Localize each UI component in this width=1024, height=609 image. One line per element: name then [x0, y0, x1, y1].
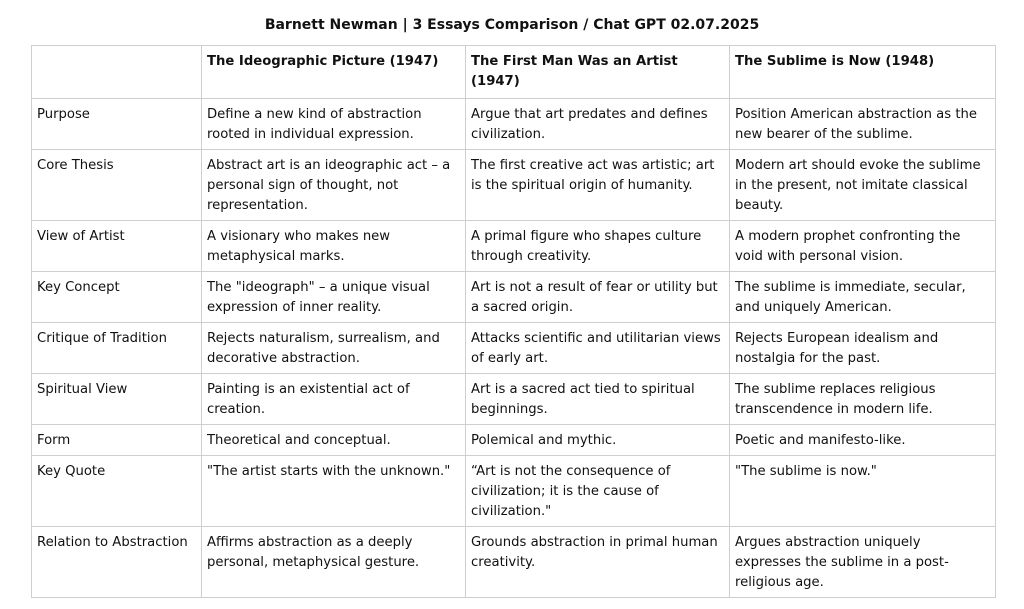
table-cell: Affirms abstraction as a deeply personal, metaphysical gesture. — [202, 527, 466, 598]
table-row — [32, 323, 996, 374]
row-label: Critique of Tradition — [32, 323, 202, 374]
table-cell: Position American abstraction as the new bearer of the sublime. — [730, 99, 996, 150]
table-cell: The first creative act was artistic; art is the spiritual origin of humanity. — [466, 150, 730, 221]
header-row — [32, 46, 996, 99]
table-cell: A modern prophet confronting the void with personal vision. — [730, 221, 996, 272]
table-row — [32, 527, 996, 598]
row-label: Key Quote — [32, 456, 202, 527]
table-cell: Art is a sacred act tied to spiritual beginnings. — [466, 374, 730, 425]
table-cell: Rejects European idealism and nostalgia for the past. — [730, 323, 996, 374]
header-ideographic-picture: The Ideographic Picture (1947) — [202, 46, 466, 99]
table-cell: The "ideograph" – a unique visual expression of inner reality. — [202, 272, 466, 323]
table-cell: Art is not a result of fear or utility but a sacred origin. — [466, 272, 730, 323]
table-row — [32, 456, 996, 527]
table-cell: A primal figure who shapes culture through creativity. — [466, 221, 730, 272]
header-first-man-was-an-artist: The First Man Was an Artist (1947) — [466, 46, 730, 99]
table-row — [32, 272, 996, 323]
row-label: Core Thesis — [32, 150, 202, 221]
table-row — [32, 221, 996, 272]
table-cell: Argues abstraction uniquely expresses the sublime in a post-religious age. — [730, 527, 996, 598]
table-cell: "The artist starts with the unknown." — [202, 456, 466, 527]
table-cell: Define a new kind of abstraction rooted in individual expression. — [202, 99, 466, 150]
table-cell: Poetic and manifesto-like. — [730, 425, 996, 456]
document-title: Barnett Newman | 3 Essays Comparison / Chat GPT 02.07.2025 — [264, 17, 760, 33]
table-row — [32, 99, 996, 150]
table-cell: Theoretical and conceptual. — [202, 425, 466, 456]
table-cell: Polemical and mythic. — [466, 425, 730, 456]
row-label: Purpose — [32, 99, 202, 150]
table-cell: Argue that art predates and defines civilization. — [466, 99, 730, 150]
table-cell: The sublime replaces religious transcendence in modern life. — [730, 374, 996, 425]
table-cell: A visionary who makes new metaphysical marks. — [202, 221, 466, 272]
table-cell: The sublime is immediate, secular, and uniquely American. — [730, 272, 996, 323]
table-row — [32, 150, 996, 221]
row-label: Relation to Abstraction — [32, 527, 202, 598]
table-cell: Rejects naturalism, surrealism, and decorative abstraction. — [202, 323, 466, 374]
row-label: Spiritual View — [32, 374, 202, 425]
table-cell: “Art is not the consequence of civilization; it is the cause of civilization." — [466, 456, 730, 527]
row-label: Key Concept — [32, 272, 202, 323]
comparison-table — [31, 45, 996, 598]
header-cell-empty — [32, 46, 202, 99]
table-row — [32, 374, 996, 425]
header-sublime-is-now: The Sublime is Now (1948) — [730, 46, 996, 99]
table-cell: Attacks scientific and utilitarian views of early art. — [466, 323, 730, 374]
table-cell: Grounds abstraction in primal human creativity. — [466, 527, 730, 598]
table-cell: Modern art should evoke the sublime in the present, not imitate classical beauty. — [730, 150, 996, 221]
table-cell: Abstract art is an ideographic act – a personal sign of thought, not representation. — [202, 150, 466, 221]
table-cell: Painting is an existential act of creation. — [202, 374, 466, 425]
table-cell: "The sublime is now." — [730, 456, 996, 527]
row-label: View of Artist — [32, 221, 202, 272]
table-row — [32, 425, 996, 456]
row-label: Form — [32, 425, 202, 456]
